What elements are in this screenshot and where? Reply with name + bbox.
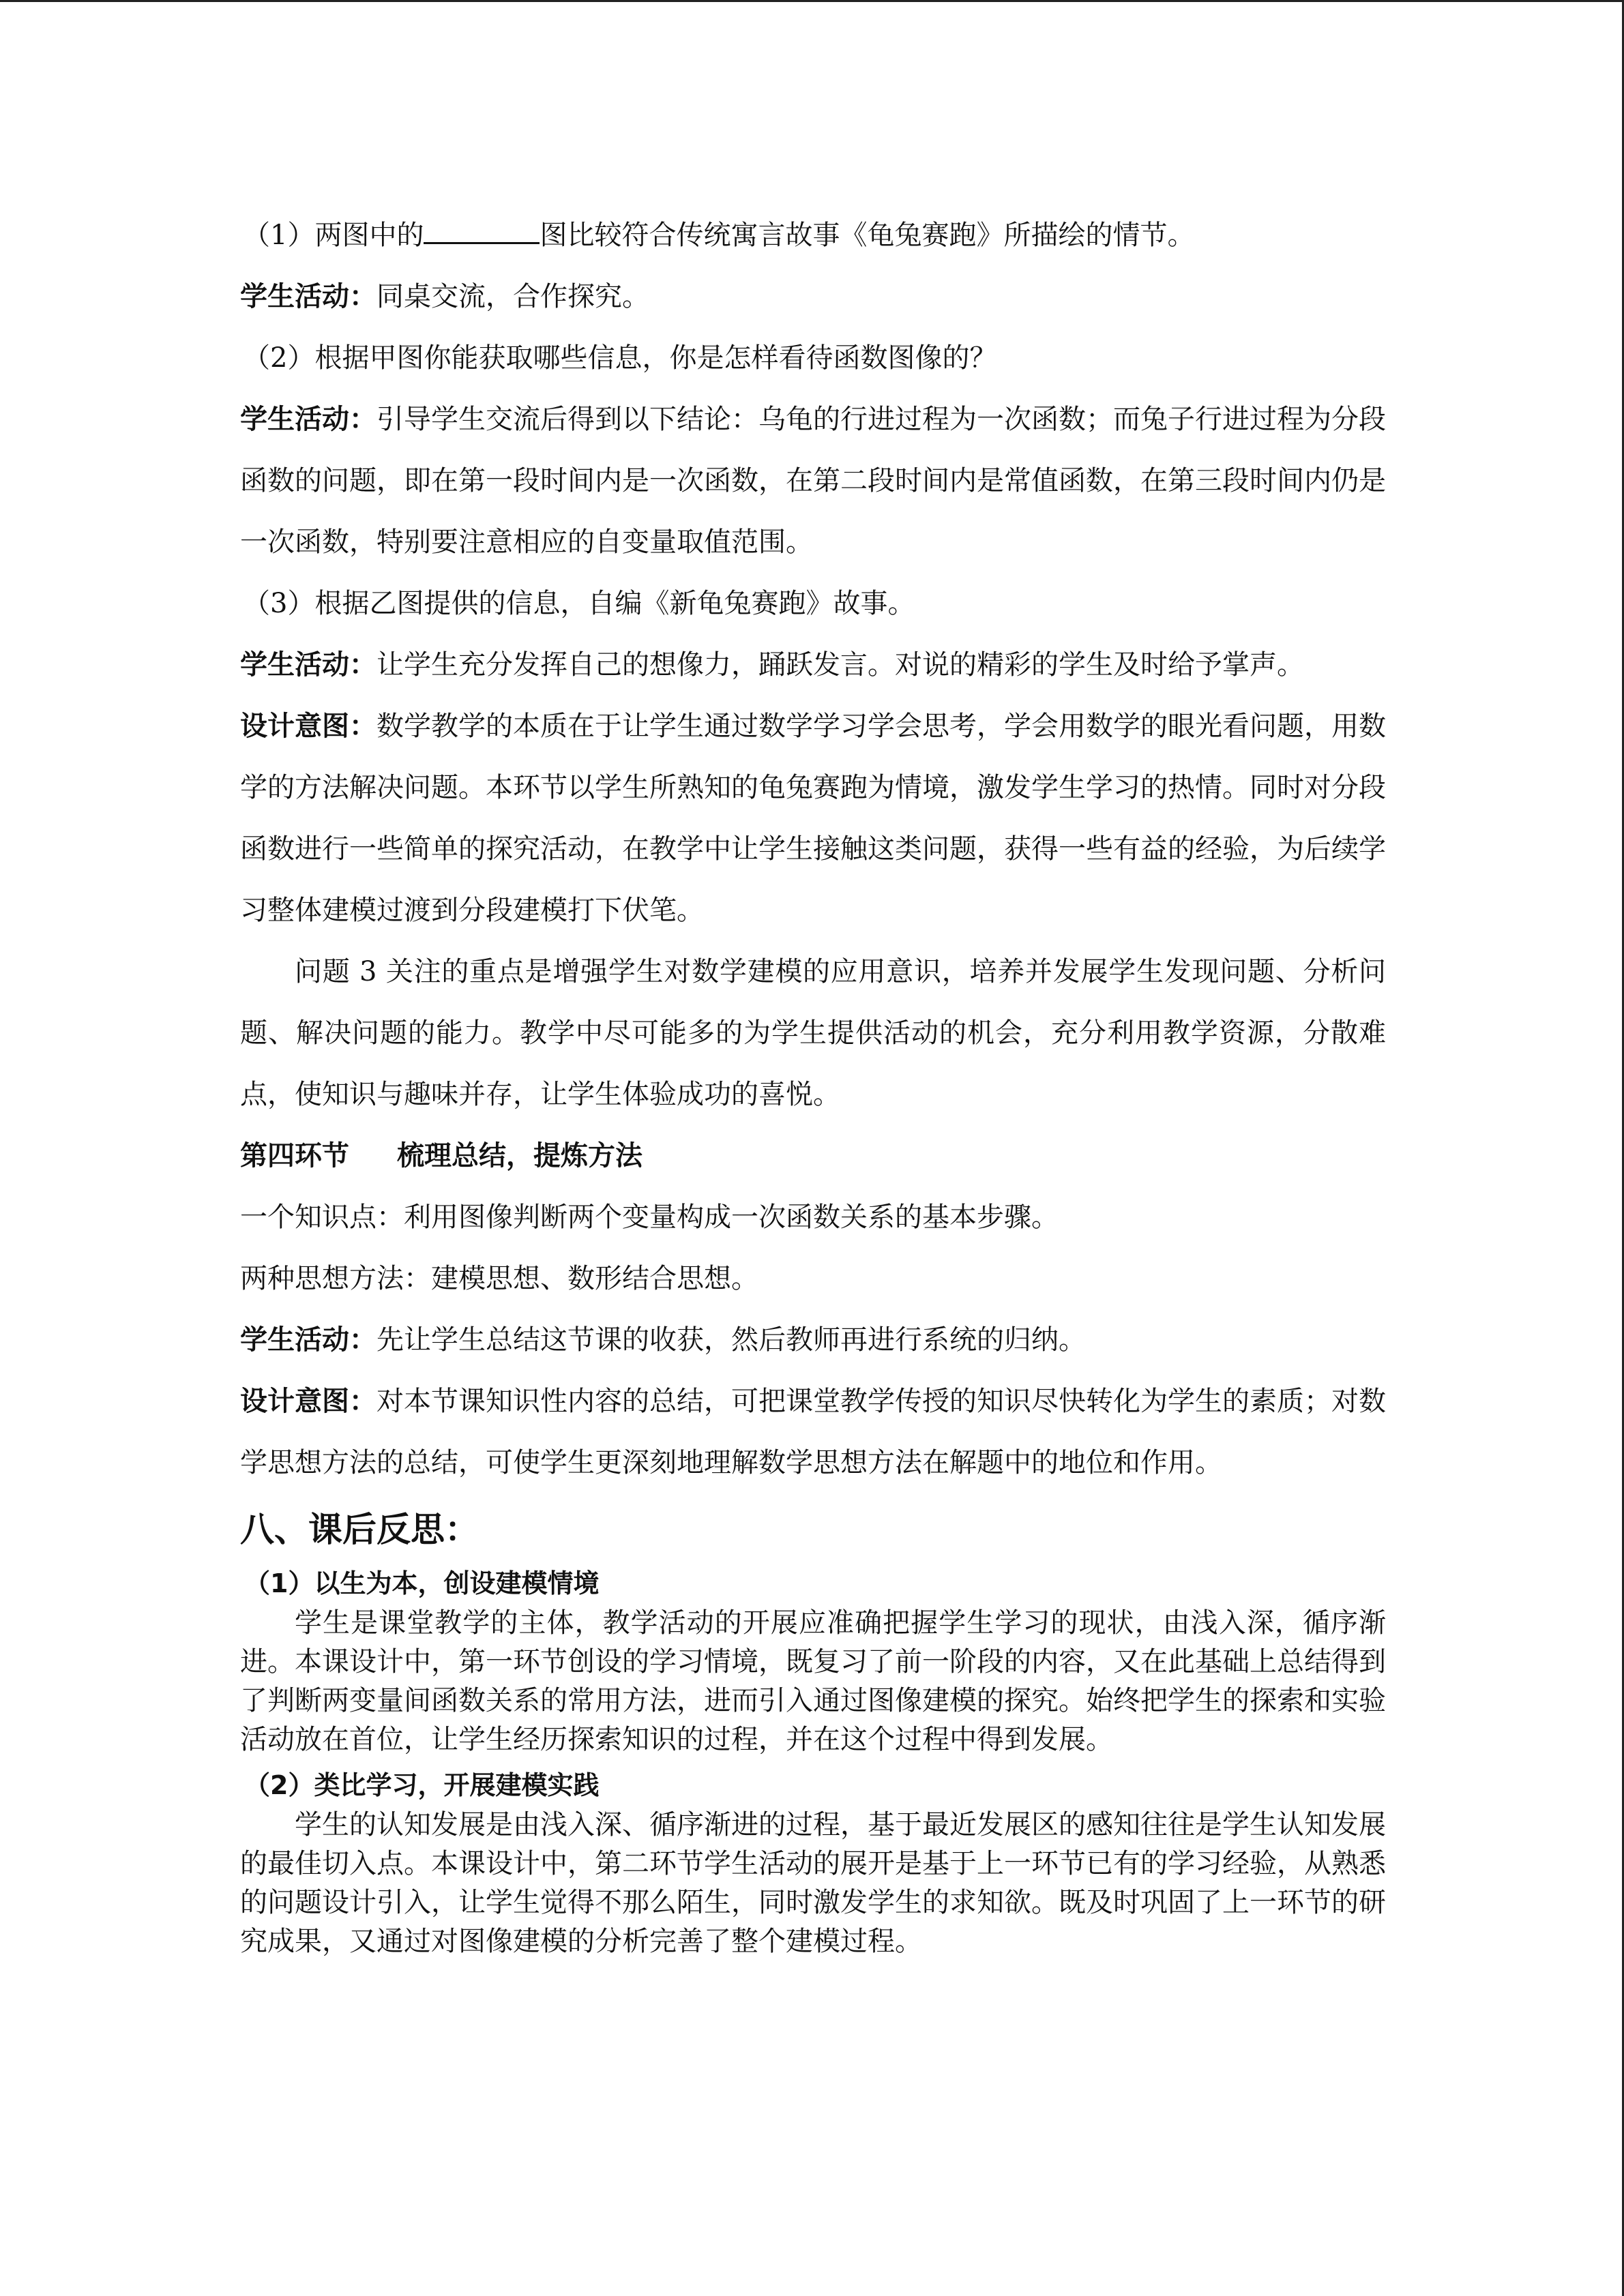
design-intent-1 — [240, 696, 1386, 941]
activity-label: 学生活动： — [240, 404, 377, 435]
design-intent-2 — [240, 1371, 1386, 1493]
reflection-2-title: （2）类比学习，开展建模实践 — [244, 1770, 600, 1800]
reflection-1-title: （1）以生为本，创设建模情境 — [244, 1568, 600, 1598]
thinking-methods: 两种思想方法：建模思想、数形结合思想。 — [240, 1263, 758, 1294]
student-activity-2 — [240, 389, 1386, 573]
section-8-title: 八、课后反思： — [240, 1510, 479, 1549]
student-activity-4 — [240, 1309, 1386, 1371]
question-3: （3）根据乙图提供的信息，自编《新龟兔赛跑》故事。 — [243, 588, 915, 619]
intent-text: 对本节课知识性内容的总结，可把课堂教学传授的知识尽快转化为学生的素质；对数学思想方法的总结，可使学生更深刻地理解数学思想方法在解题中的地位和作用。 — [240, 1386, 1386, 1478]
reflection-1-text: 学生是课堂教学的主体，教学活动的开展应准确把握学生学习的现状，由浅入深，循序渐进。本课设计中，第一环节创设的学习情境，既复习了前一阶段的内容，又在此基础上总结得到了判断两变量间函数关系的常用方法，进而引入通过图像建模的探究。始终把学生的探索和实验活动放在首位，让学生经历探索知识的过程，并在这个过程中得到发展。 — [240, 1607, 1386, 1755]
reflection-2-text: 学生的认知发展是由浅入深、循序渐进的过程，基于最近发展区的感知往往是学生认知发展的最佳切入点。本课设计中，第二环节学生活动的展开是基于上一环节已有的学习经验，从熟悉的问题设计引入，让学生觉得不那么陌生，同时激发学生的求知欲。既及时巩固了上一环节的研究成果，又通过对图像建模的分析完善了整个建模过程。 — [240, 1809, 1386, 1957]
activity-label: 学生活动： — [240, 281, 377, 312]
intent-label: 设计意图： — [240, 1386, 377, 1417]
knowledge-point: 一个知识点：利用图像判断两个变量构成一次函数关系的基本步骤。 — [240, 1202, 1059, 1233]
student-activity-1 — [240, 266, 1386, 327]
intent-label: 设计意图： — [240, 711, 377, 742]
question-1-prefix: （1）两图中的 — [243, 220, 424, 251]
page-top-border — [0, 0, 1624, 2]
activity-label: 学生活动： — [240, 1324, 377, 1356]
question-2: （2）根据甲图你能获取哪些信息，你是怎样看待函数图像的？ — [243, 342, 997, 374]
ring-4-heading — [240, 1125, 1386, 1187]
intent-text: 数学教学的本质在于让学生通过数学学习学会思考，学会用数学的眼光看问题，用数学的方法解决问题。本环节以学生所熟知的龟兔赛跑为情境，激发学生学习的热情。同时对分段函数进行一些简单的探究活动，在教学中让学生接触这类问题，获得一些有益的经验，为后续学习整体建模过渡到分段建模打下伏笔。 — [240, 711, 1386, 926]
activity-text: 让学生充分发挥自己的想像力，踊跃发言。对说的精彩的学生及时给予掌声。 — [377, 649, 1304, 681]
question-1-suffix: 图比较符合传统寓言故事《龟兔赛跑》所描绘的情节。 — [540, 220, 1195, 251]
problem-3-paragraph: 问题 3 关注的重点是增强学生对数学建模的应用意识，培养并发展学生发现问题、分析问题、解决问题的能力。教学中尽可能多的为学生提供活动的机会，充分利用教学资源，分散难点，使知识与趣味并存，让学生体验成功的喜悦。 — [240, 956, 1386, 1110]
activity-text: 先让学生总结这节课的收获，然后教师再进行系统的归纳。 — [377, 1324, 1086, 1356]
ring-4-title: 梳理总结，提炼方法 — [397, 1140, 643, 1172]
question-1 — [240, 205, 1386, 266]
activity-label: 学生活动： — [240, 649, 377, 681]
student-activity-3 — [240, 634, 1386, 696]
activity-text: 同桌交流，合作探究。 — [377, 281, 649, 312]
activity-text: 引导学生交流后得到以下结论：乌龟的行进过程为一次函数；而兔子行进过程为分段函数的问题，即在第一段时间内是一次函数，在第二段时间内是常值函数，在第三段时间内仍是一次函数，特别要注意相应的自变量取值范围。 — [240, 404, 1386, 558]
fill-in-blank — [424, 218, 540, 244]
document-page — [240, 205, 1386, 1961]
ring-4-label: 第四环节 — [240, 1140, 349, 1172]
